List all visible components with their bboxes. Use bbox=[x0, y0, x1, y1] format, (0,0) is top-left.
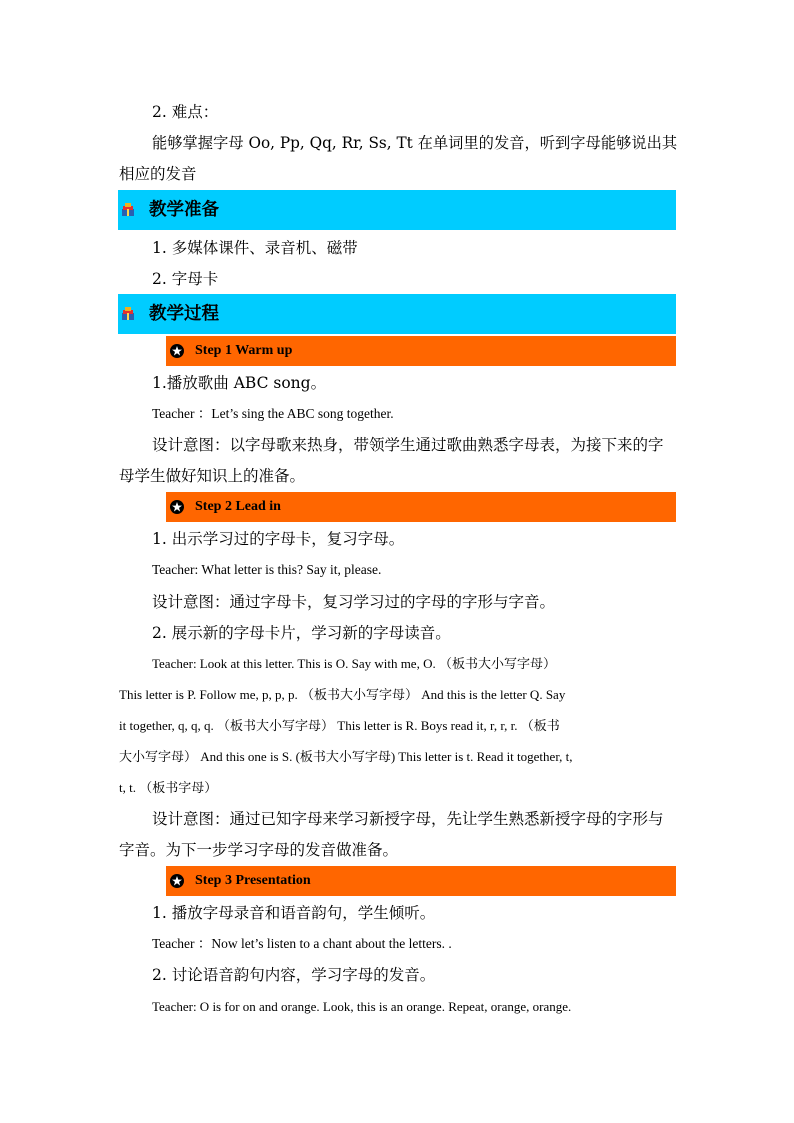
step-header-1 bbox=[166, 336, 676, 366]
book-icon bbox=[122, 203, 134, 217]
step2-intent: 设计意图：通过字母卡，复习学习过的字母的字形与字音。 bbox=[152, 593, 556, 611]
step2-para-line4: 大小写字母） And this one is S. (板书大小写字母) This letter is t. Read it together, t, bbox=[119, 749, 573, 764]
star-circle-icon bbox=[169, 343, 185, 359]
list-item: 2. 字母卡 bbox=[152, 270, 219, 288]
step2-para-line3: it together, q, q, q. （板书大小写字母） This letter is R. Boys read it, r, r, r. （板书 bbox=[119, 718, 560, 733]
step2-line1: 1. 出示学习过的字母卡，复习字母。 bbox=[152, 530, 405, 548]
section-header-process bbox=[118, 294, 676, 334]
step1-line1: 1.播放歌曲 ABC song。 bbox=[152, 374, 327, 392]
star-circle-icon bbox=[169, 499, 185, 515]
difficulty-text-line2: 相应的发音 bbox=[119, 165, 197, 183]
step-header-2 bbox=[166, 492, 676, 522]
step2-para-line5: t, t. （板书字母） bbox=[119, 780, 218, 795]
step-title: Step 3 Presentation bbox=[195, 873, 311, 888]
step2-line3: 2. 展示新的字母卡片，学习新的字母读音。 bbox=[152, 624, 451, 642]
step1-intent-line1: 设计意图：以字母歌来热身，带领学生通过歌曲熟悉字母表，为接下来的字 bbox=[152, 436, 664, 454]
step3-line3: 2. 讨论语音韵句内容，学习字母的发音。 bbox=[152, 966, 436, 984]
list-item: 1. 多媒体课件、录音机、磁带 bbox=[152, 239, 358, 257]
section-title: 教学准备 bbox=[149, 200, 219, 220]
step3-teacher2: Teacher: O is for on and orange. Look, this is an orange. Repeat, orange, orange. bbox=[152, 999, 572, 1014]
step3-line1: 1. 播放字母录音和语音韵句，学生倾听。 bbox=[152, 904, 436, 922]
step2-para-line1: Teacher: Look at this letter. This is O. Say with me, O. （板书大小写字母） bbox=[152, 656, 556, 671]
star-circle-icon bbox=[169, 873, 185, 889]
step2-intent2-line1: 设计意图：通过已知字母来学习新授字母，先让学生熟悉新授字母的字形与 bbox=[152, 810, 664, 828]
step3-teacher: Teacher ：Now let’s listen to a chant about the letters. . bbox=[152, 936, 452, 951]
step1-teacher: Teacher ：Let’s sing the ABC song together. bbox=[152, 406, 394, 421]
step2-intent2-line2: 字音。为下一步学习字母的发音做准备。 bbox=[119, 841, 399, 859]
step-title: Step 1 Warm up bbox=[195, 343, 293, 358]
section-header-preparation bbox=[118, 190, 676, 230]
step-header-3 bbox=[166, 866, 676, 896]
section-title: 教学过程 bbox=[149, 304, 219, 324]
difficulty-label: 2. 难点： bbox=[152, 103, 219, 121]
book-icon bbox=[122, 307, 134, 321]
difficulty-text-line1: 能够掌握字母 Oo, Pp, Qq, Rr, Ss, Tt 在单词里的发音，听到字母能够说出其 bbox=[152, 134, 678, 152]
step2-para-line2: This letter is P. Follow me, p, p, p. （板书大小写字母） And this is the letter Q. Say bbox=[119, 687, 566, 702]
step2-teacher: Teacher: What letter is this? Say it, please. bbox=[152, 562, 382, 577]
step-title: Step 2 Lead in bbox=[195, 499, 281, 514]
step1-intent-line2: 母学生做好知识上的准备。 bbox=[119, 467, 306, 485]
